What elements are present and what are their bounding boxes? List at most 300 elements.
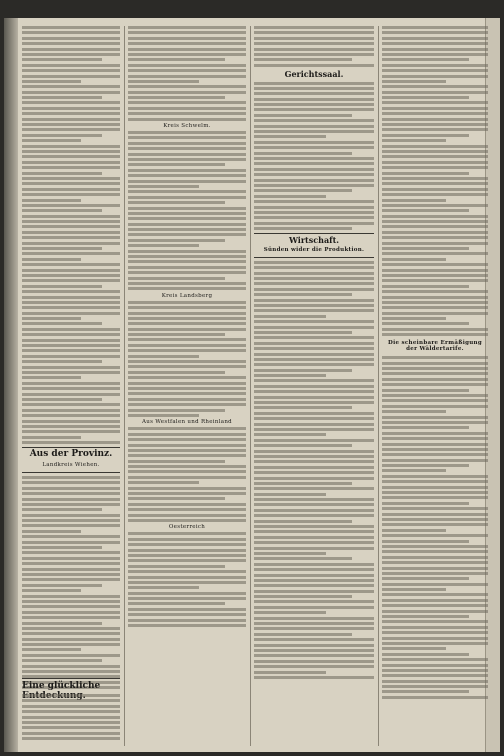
text-line bbox=[128, 365, 246, 368]
text-line bbox=[382, 31, 488, 34]
text-line bbox=[128, 147, 246, 150]
text-line bbox=[22, 430, 120, 433]
text-line bbox=[254, 611, 326, 614]
text-line bbox=[382, 669, 488, 672]
text-line bbox=[128, 287, 246, 290]
text-line bbox=[254, 162, 374, 165]
text-line bbox=[22, 134, 102, 137]
text-line bbox=[382, 58, 469, 61]
article-heading: Aus Westfalen und Rheinland bbox=[142, 419, 232, 426]
text-line bbox=[22, 64, 120, 67]
text-line bbox=[254, 622, 374, 625]
text-line bbox=[382, 577, 469, 580]
text-line bbox=[22, 193, 120, 196]
text-line bbox=[254, 644, 374, 647]
text-line bbox=[128, 559, 246, 562]
text-line bbox=[382, 53, 488, 56]
text-line bbox=[22, 622, 102, 625]
text-line bbox=[254, 108, 374, 111]
text-line bbox=[128, 624, 246, 627]
text-line bbox=[382, 642, 488, 645]
text-line bbox=[128, 223, 246, 226]
text-line bbox=[22, 101, 120, 104]
text-line bbox=[254, 498, 374, 501]
text-line bbox=[22, 519, 120, 522]
text-line bbox=[254, 331, 352, 334]
text-line bbox=[128, 433, 246, 436]
article-heading: Kreis Landsberg bbox=[161, 292, 213, 299]
text-line bbox=[254, 309, 374, 312]
text-line bbox=[254, 135, 326, 138]
text-line bbox=[22, 75, 120, 78]
text-line bbox=[22, 524, 120, 527]
text-line bbox=[22, 643, 120, 646]
text-line bbox=[22, 632, 120, 635]
text-line bbox=[22, 557, 120, 560]
text-line bbox=[254, 119, 374, 122]
text-line bbox=[128, 201, 225, 204]
text-line bbox=[22, 648, 81, 651]
text-line bbox=[128, 212, 246, 215]
text-line bbox=[128, 444, 246, 447]
text-line bbox=[254, 227, 352, 230]
text-line bbox=[128, 449, 246, 452]
text-line bbox=[22, 344, 120, 347]
text-line bbox=[22, 721, 120, 724]
text-line bbox=[254, 557, 352, 560]
text-line bbox=[382, 26, 488, 29]
text-line bbox=[254, 460, 374, 463]
text-line bbox=[254, 514, 374, 517]
text-line bbox=[128, 239, 225, 242]
text-line bbox=[128, 312, 246, 315]
text-line bbox=[254, 547, 374, 550]
text-line bbox=[22, 26, 120, 29]
text-line bbox=[254, 293, 352, 296]
text-line bbox=[382, 540, 469, 543]
text-line bbox=[382, 513, 488, 516]
text-line bbox=[128, 597, 246, 600]
text-line bbox=[382, 561, 488, 564]
text-line bbox=[382, 236, 488, 239]
text-line bbox=[254, 671, 326, 674]
text-line bbox=[22, 204, 120, 207]
text-line bbox=[22, 322, 102, 325]
text-line bbox=[382, 285, 469, 288]
text-line bbox=[128, 344, 246, 347]
text-line bbox=[22, 37, 120, 40]
text-line bbox=[128, 581, 246, 584]
text-line bbox=[382, 626, 488, 629]
text-line bbox=[128, 387, 246, 390]
text-line bbox=[22, 420, 120, 423]
text-line bbox=[128, 349, 246, 352]
text-line bbox=[128, 37, 246, 40]
text-line bbox=[254, 189, 352, 192]
text-line bbox=[382, 502, 469, 505]
text-line bbox=[254, 272, 374, 275]
text-line bbox=[128, 91, 246, 94]
text-line bbox=[382, 225, 488, 228]
text-line bbox=[254, 584, 374, 587]
text-line bbox=[22, 530, 81, 533]
text-line bbox=[22, 328, 120, 331]
text-line bbox=[382, 615, 469, 618]
text-line bbox=[382, 112, 488, 115]
text-line bbox=[254, 53, 374, 56]
text-line bbox=[128, 217, 246, 220]
text-line bbox=[128, 470, 246, 473]
text-line bbox=[382, 653, 469, 656]
text-line bbox=[128, 260, 246, 263]
text-line bbox=[22, 290, 120, 293]
text-line bbox=[128, 85, 246, 88]
text-line bbox=[22, 670, 120, 673]
text-line bbox=[22, 716, 120, 719]
text-line bbox=[128, 328, 246, 331]
text-line bbox=[22, 220, 120, 223]
text-line bbox=[254, 385, 374, 388]
text-line bbox=[382, 432, 488, 435]
text-line bbox=[254, 336, 374, 339]
text-line bbox=[22, 398, 102, 401]
text-line bbox=[22, 177, 120, 180]
text-line bbox=[254, 222, 374, 225]
text-line bbox=[254, 574, 374, 577]
text-line bbox=[22, 48, 120, 51]
text-line bbox=[22, 42, 120, 45]
text-line bbox=[22, 296, 120, 299]
text-line bbox=[254, 168, 374, 171]
text-line bbox=[254, 266, 374, 269]
text-line bbox=[382, 69, 488, 72]
text-line bbox=[22, 403, 120, 406]
text-line bbox=[128, 508, 246, 511]
text-line bbox=[254, 211, 374, 214]
text-line bbox=[254, 326, 374, 329]
text-line bbox=[254, 390, 374, 393]
text-line bbox=[254, 315, 326, 318]
text-line bbox=[382, 199, 446, 202]
text-line bbox=[382, 96, 469, 99]
text-line bbox=[22, 107, 120, 110]
text-line bbox=[22, 654, 120, 657]
text-line bbox=[254, 536, 374, 539]
text-line bbox=[254, 654, 374, 657]
text-line bbox=[382, 155, 488, 158]
text-line bbox=[254, 412, 374, 415]
text-line bbox=[382, 37, 488, 40]
text-line bbox=[382, 290, 488, 293]
text-line bbox=[22, 535, 120, 538]
text-line bbox=[382, 399, 488, 402]
text-line bbox=[128, 75, 246, 78]
text-line bbox=[382, 545, 488, 548]
text-line bbox=[254, 477, 374, 480]
text-line bbox=[254, 92, 374, 95]
text-line bbox=[382, 172, 469, 175]
text-line bbox=[382, 664, 488, 667]
text-line bbox=[382, 620, 488, 623]
text-line bbox=[22, 589, 81, 592]
text-line bbox=[128, 64, 246, 67]
text-line bbox=[22, 263, 120, 266]
text-line bbox=[382, 85, 488, 88]
column-1 bbox=[22, 26, 120, 706]
text-line bbox=[254, 568, 374, 571]
text-line bbox=[128, 570, 246, 573]
text-line bbox=[382, 48, 488, 51]
text-line bbox=[382, 161, 488, 164]
text-line bbox=[254, 146, 374, 149]
text-line bbox=[22, 128, 120, 131]
text-line bbox=[254, 125, 374, 128]
text-line bbox=[254, 406, 352, 409]
text-line bbox=[22, 112, 120, 115]
text-line bbox=[128, 608, 246, 611]
text-line bbox=[128, 355, 199, 358]
text-line bbox=[382, 523, 488, 526]
text-line bbox=[128, 185, 199, 188]
text-line bbox=[382, 658, 488, 661]
text-line bbox=[22, 476, 120, 479]
text-line bbox=[128, 131, 246, 134]
text-line bbox=[254, 455, 374, 458]
text-line bbox=[254, 87, 374, 90]
text-line bbox=[254, 450, 374, 453]
text-line bbox=[22, 252, 120, 255]
text-line bbox=[22, 172, 102, 175]
text-line bbox=[254, 141, 374, 144]
text-line bbox=[254, 503, 374, 506]
text-line bbox=[254, 342, 374, 345]
text-line bbox=[254, 665, 374, 668]
text-line bbox=[128, 338, 246, 341]
text-line bbox=[254, 369, 352, 372]
text-line bbox=[382, 177, 488, 180]
text-line bbox=[382, 333, 488, 336]
text-line bbox=[128, 586, 199, 589]
text-line bbox=[22, 236, 120, 239]
text-line bbox=[382, 166, 488, 169]
text-line bbox=[22, 312, 120, 315]
text-line bbox=[22, 301, 120, 304]
text-line bbox=[254, 37, 374, 40]
text-line bbox=[382, 475, 488, 478]
text-line bbox=[382, 426, 469, 429]
text-line bbox=[128, 514, 246, 517]
text-line bbox=[22, 349, 120, 352]
text-line bbox=[382, 507, 488, 510]
text-line bbox=[254, 579, 374, 582]
text-line bbox=[22, 91, 120, 94]
text-line bbox=[254, 660, 374, 663]
text-line bbox=[382, 593, 488, 596]
text-line bbox=[254, 600, 374, 603]
text-line bbox=[254, 541, 374, 544]
text-line bbox=[382, 274, 488, 277]
text-line bbox=[128, 306, 246, 309]
text-line bbox=[128, 26, 246, 29]
text-line bbox=[22, 58, 102, 61]
text-line bbox=[254, 114, 352, 117]
text-line bbox=[22, 562, 120, 565]
text-line bbox=[254, 82, 374, 85]
text-line bbox=[128, 592, 246, 595]
text-line bbox=[254, 363, 374, 366]
text-line bbox=[382, 231, 488, 234]
text-line bbox=[22, 487, 120, 490]
text-line bbox=[22, 371, 120, 374]
text-line bbox=[254, 173, 374, 176]
bottom-article bbox=[22, 678, 488, 748]
text-line bbox=[382, 258, 446, 261]
column-rule bbox=[250, 26, 251, 746]
text-line bbox=[22, 182, 120, 185]
text-line bbox=[254, 261, 374, 264]
text-line bbox=[22, 638, 120, 641]
text-line bbox=[382, 123, 488, 126]
text-line bbox=[22, 225, 120, 228]
text-line bbox=[128, 549, 246, 552]
text-line bbox=[382, 269, 488, 272]
text-line bbox=[128, 465, 246, 468]
text-line bbox=[254, 439, 374, 442]
text-line bbox=[254, 552, 326, 555]
text-line bbox=[22, 627, 120, 630]
text-line bbox=[382, 101, 488, 104]
text-line bbox=[128, 492, 246, 495]
text-line bbox=[382, 491, 488, 494]
text-line bbox=[382, 367, 488, 370]
text-line bbox=[382, 464, 469, 467]
text-line bbox=[382, 182, 488, 185]
text-line bbox=[22, 215, 120, 218]
text-line bbox=[22, 85, 120, 88]
text-line bbox=[22, 541, 120, 544]
text-line bbox=[22, 503, 120, 506]
text-line bbox=[254, 216, 374, 219]
text-line bbox=[22, 584, 102, 587]
text-line bbox=[382, 610, 488, 613]
text-line bbox=[382, 91, 488, 94]
text-line bbox=[382, 107, 488, 110]
text-line bbox=[128, 42, 246, 45]
text-line bbox=[22, 710, 120, 713]
column-4 bbox=[382, 26, 488, 706]
text-line bbox=[382, 362, 488, 365]
text-line bbox=[382, 322, 469, 325]
column-2 bbox=[128, 26, 246, 706]
text-line bbox=[254, 103, 374, 106]
text-line bbox=[22, 279, 120, 282]
text-line bbox=[382, 263, 488, 266]
text-line bbox=[382, 204, 488, 207]
text-line bbox=[382, 674, 488, 677]
text-line bbox=[382, 443, 488, 446]
column-3 bbox=[254, 26, 374, 706]
text-line bbox=[254, 487, 374, 490]
text-line bbox=[22, 414, 120, 417]
text-line bbox=[382, 583, 488, 586]
text-line bbox=[128, 543, 246, 546]
text-line bbox=[254, 401, 374, 404]
text-line bbox=[22, 409, 120, 412]
text-line bbox=[128, 180, 246, 183]
text-line bbox=[382, 637, 488, 640]
text-line bbox=[22, 705, 120, 708]
text-line bbox=[382, 118, 488, 121]
text-line bbox=[382, 209, 469, 212]
text-line bbox=[382, 567, 488, 570]
newspaper-page bbox=[4, 18, 500, 752]
text-line bbox=[22, 573, 120, 576]
text-line bbox=[254, 428, 374, 431]
text-line bbox=[382, 188, 488, 191]
text-line bbox=[254, 530, 374, 533]
text-line bbox=[128, 31, 246, 34]
text-line bbox=[128, 266, 246, 269]
text-line bbox=[382, 252, 488, 255]
text-line bbox=[22, 578, 120, 581]
text-line bbox=[22, 737, 120, 740]
text-line bbox=[254, 184, 374, 187]
text-line bbox=[128, 48, 246, 51]
text-line bbox=[254, 130, 374, 133]
text-line bbox=[128, 163, 225, 166]
section-subheading: Landkreis Wiehen. bbox=[42, 461, 100, 468]
section-heading: Wirtschaft. bbox=[288, 235, 340, 246]
text-line bbox=[128, 454, 246, 457]
text-line bbox=[382, 572, 488, 575]
text-line bbox=[254, 482, 352, 485]
text-line bbox=[22, 600, 120, 603]
text-line bbox=[128, 153, 246, 156]
text-line bbox=[128, 112, 246, 115]
text-line bbox=[22, 80, 81, 83]
text-line bbox=[382, 150, 488, 153]
text-line bbox=[22, 726, 120, 729]
text-line bbox=[128, 414, 199, 417]
text-line bbox=[22, 665, 120, 668]
text-line bbox=[254, 417, 374, 420]
text-line bbox=[22, 514, 120, 517]
text-line bbox=[128, 250, 246, 253]
text-line bbox=[254, 617, 374, 620]
text-line bbox=[254, 195, 326, 198]
text-line bbox=[22, 199, 81, 202]
text-line bbox=[382, 459, 488, 462]
text-line bbox=[382, 128, 488, 131]
text-line bbox=[382, 480, 488, 483]
text-line bbox=[128, 460, 225, 463]
text-line bbox=[382, 437, 488, 440]
text-line bbox=[382, 469, 446, 472]
article-heading: Eine glückliche bbox=[22, 678, 120, 702]
text-line bbox=[128, 532, 246, 535]
article-heading: Die scheinbare Ermäßigung der Wäldertarife. bbox=[388, 340, 482, 353]
text-line bbox=[22, 339, 120, 342]
text-line bbox=[254, 493, 326, 496]
text-line bbox=[382, 410, 446, 413]
text-line bbox=[128, 282, 246, 285]
text-line bbox=[382, 416, 488, 419]
text-line bbox=[22, 118, 120, 121]
text-line bbox=[22, 551, 120, 554]
text-line bbox=[22, 145, 120, 148]
text-line bbox=[22, 31, 120, 34]
text-line bbox=[22, 188, 120, 191]
